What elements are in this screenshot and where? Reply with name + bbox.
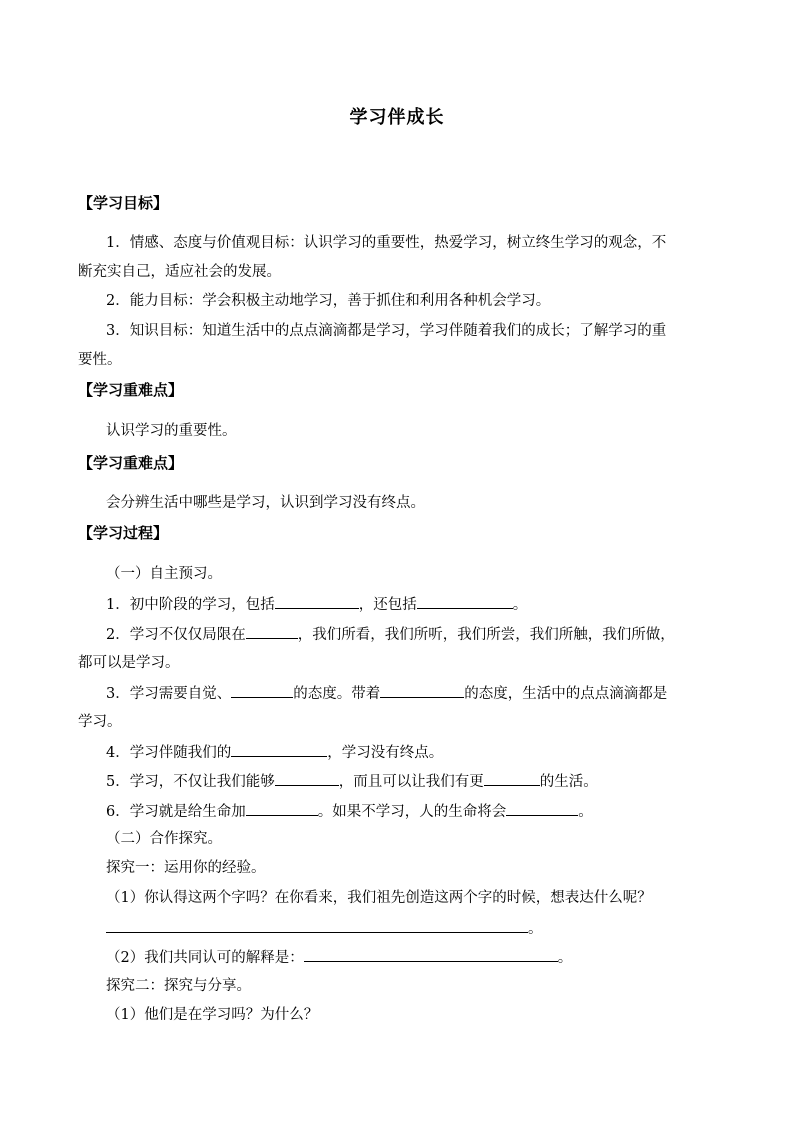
- preview-question-6: 6．学习就是给生命加 。如果不学习，人的生命将会 。: [106, 801, 593, 822]
- process-heading: 【学习过程】: [78, 524, 169, 542]
- goal-1-line-1: 1．情感、态度与价值观目标：认识学习的重要性，热爱学习，树立终生学习的观念，不: [106, 235, 667, 251]
- answer-blank[interactable]: [304, 947, 558, 962]
- goal-3-line-1: 3．知识目标：知道生活中的点点滴滴都是学习，学习伴随着我们的成长；了解学习的重: [106, 323, 667, 339]
- difficulty-heading: 【学习重难点】: [78, 454, 184, 472]
- answer-blank[interactable]: [106, 918, 528, 933]
- answer-blank[interactable]: [231, 683, 293, 698]
- preview-question-2: 2．学习不仅仅局限在 ，我们所看，我们所听，我们所尝，我们所触，我们所做，: [106, 624, 675, 645]
- key-points-text: 认识学习的重要性。: [106, 423, 237, 439]
- goal-2: 2．能力目标：学会积极主动地学习，善于抓住和利用各种机会学习。: [106, 293, 551, 309]
- answer-blank[interactable]: [246, 624, 298, 639]
- answer-blank[interactable]: [231, 742, 327, 757]
- goal-3-line-2: 要性。: [78, 352, 122, 368]
- explore-1-question-1: （1）你认得这两个字吗？在你看来，我们祖先创造这两个字的时候，想表达什么呢？: [106, 890, 652, 906]
- preview-heading: （一）自主预习。: [106, 566, 222, 582]
- preview-question-3: 3．学习需要自觉、 的态度。带着 的态度，生活中的点点滴滴都是: [106, 683, 667, 704]
- answer-blank[interactable]: [380, 683, 464, 698]
- explore-1: 探究一：运用你的经验。: [106, 860, 266, 876]
- explore-2-question-1: （1）他们是在学习吗？为什么？: [106, 1007, 319, 1023]
- explore-1-answer-line: 。: [106, 918, 543, 939]
- answer-blank[interactable]: [506, 801, 578, 816]
- preview-question-5: 5．学习，不仅让我们能够 ，而且可以让我们有更 的生活。: [106, 771, 598, 792]
- page-title: 学习伴成长: [349, 107, 445, 128]
- explore-heading: （二）合作探究。: [106, 831, 222, 847]
- goals-heading: 【学习目标】: [78, 194, 169, 212]
- goal-1-line-2: 断充实自己，适应社会的发展。: [78, 264, 281, 280]
- difficulty-text: 会分辨生活中哪些是学习，认识到学习没有终点。: [106, 495, 425, 511]
- answer-blank[interactable]: [484, 771, 540, 786]
- preview-question-4: 4．学习伴随我们的 ，学习没有终点。: [106, 742, 443, 763]
- key-points-heading: 【学习重难点】: [78, 381, 184, 399]
- preview-question-1: 1．初中阶段的学习，包括 ，还包括 。: [106, 594, 527, 615]
- explore-1-question-2: （2）我们共同认可的解释是： 。: [106, 947, 572, 968]
- answer-blank[interactable]: [417, 594, 513, 609]
- explore-2: 探究二：探究与分享。: [106, 978, 251, 994]
- preview-question-3-cont: 学习。: [78, 714, 122, 730]
- answer-blank[interactable]: [246, 801, 318, 816]
- answer-blank[interactable]: [275, 594, 359, 609]
- preview-question-2-cont: 都可以是学习。: [78, 655, 180, 671]
- answer-blank[interactable]: [275, 771, 339, 786]
